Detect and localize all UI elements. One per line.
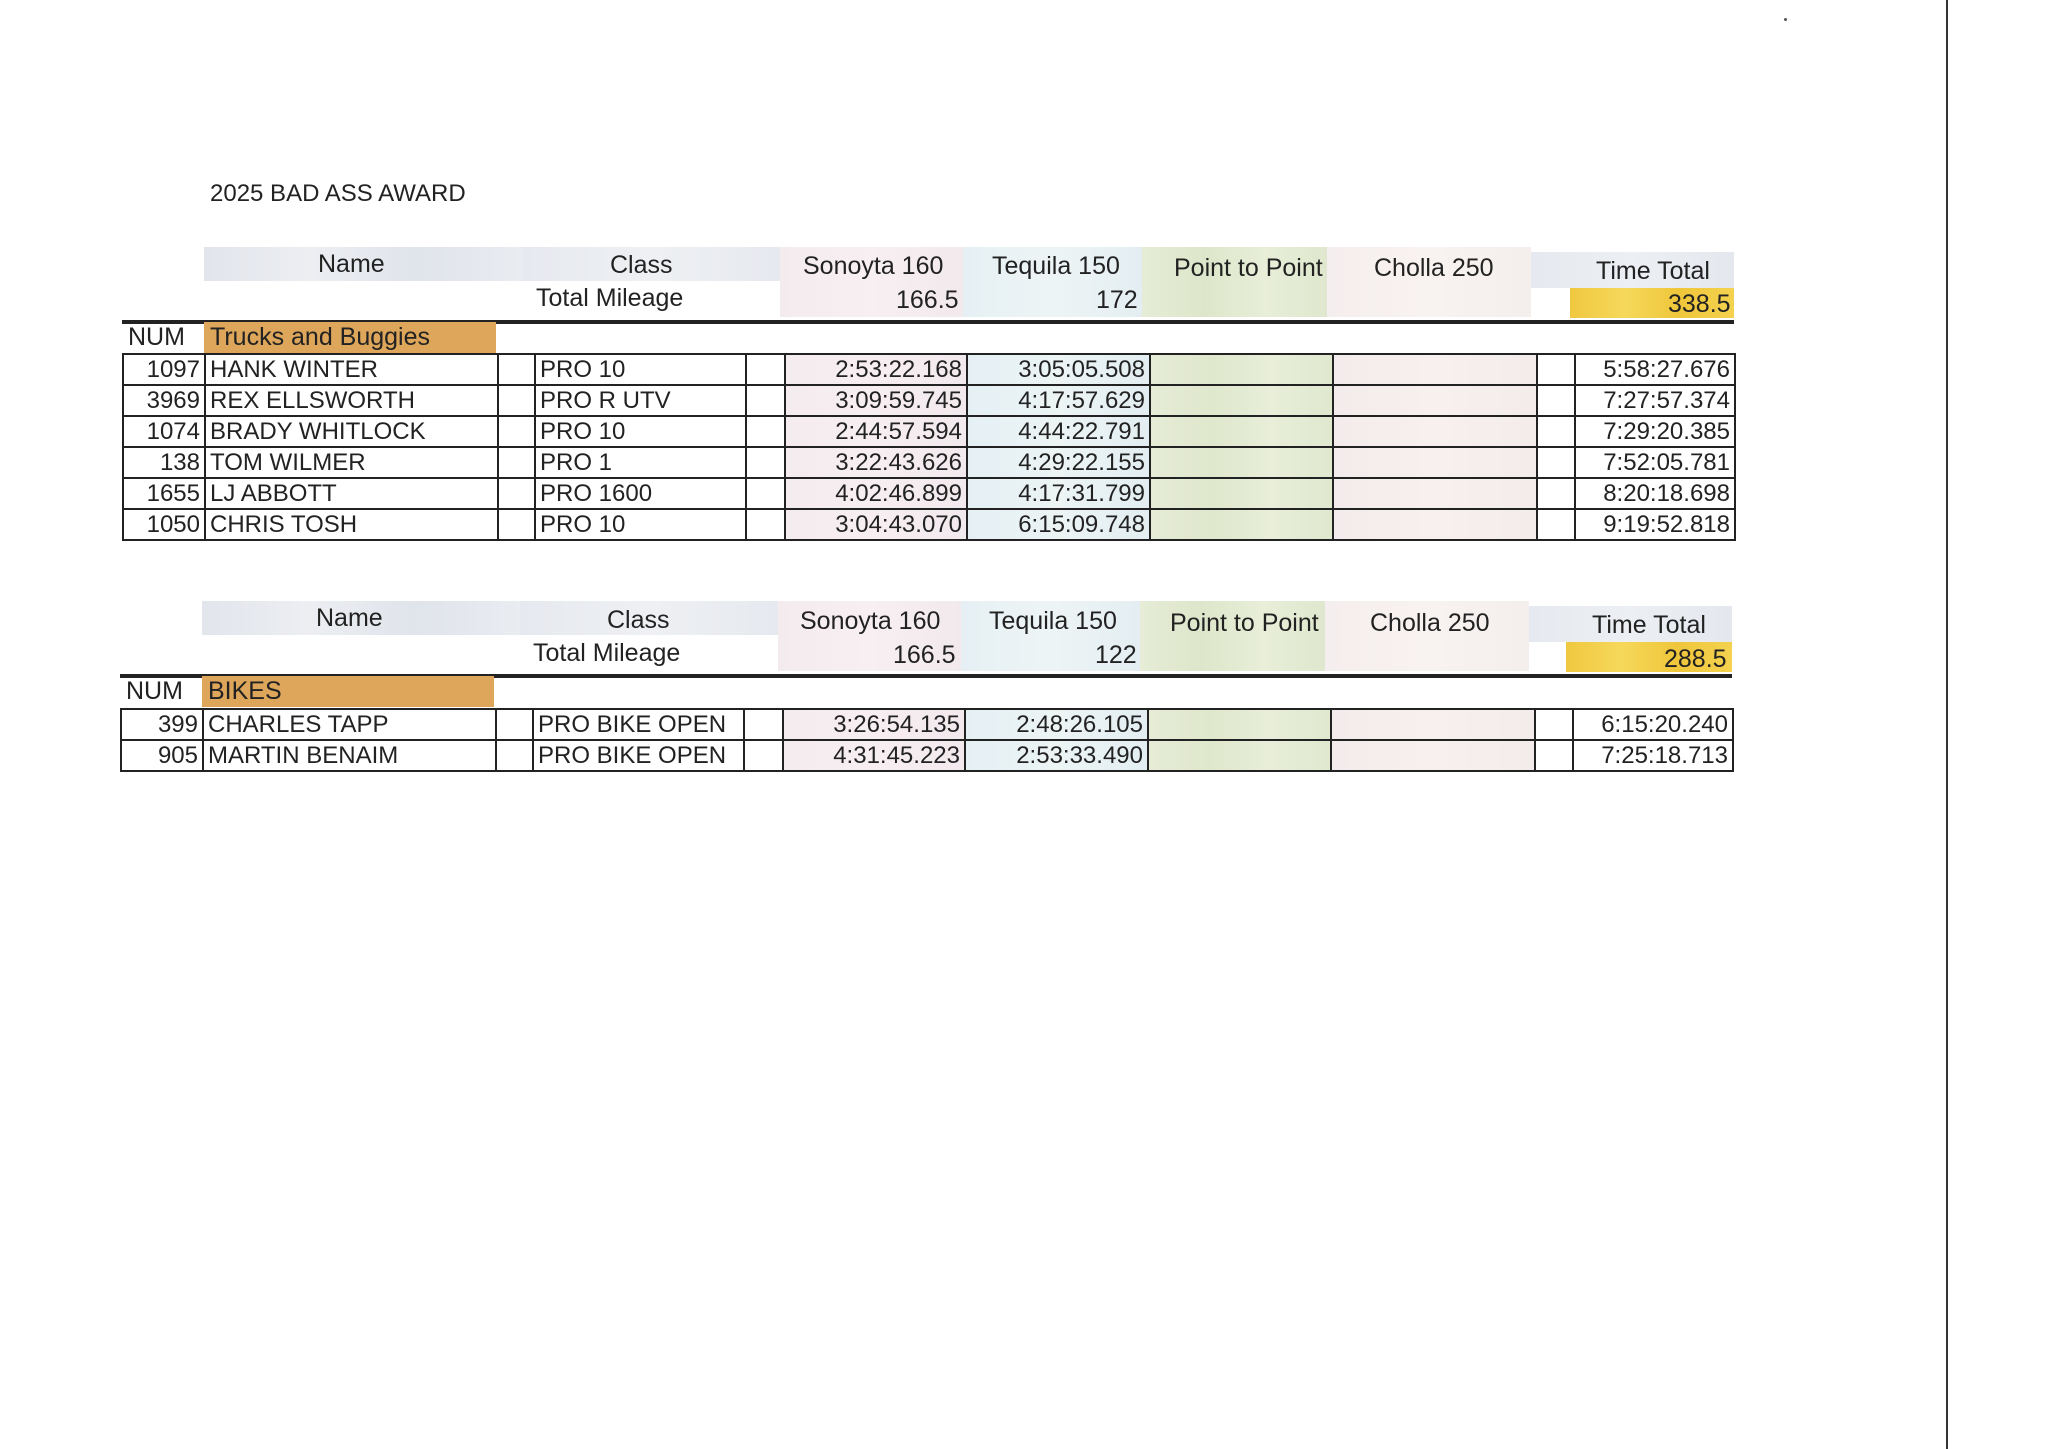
cell-point-to-point: [1150, 509, 1333, 540]
mileage-total: 288.5: [1664, 645, 1727, 673]
cell-num: 1050: [123, 509, 205, 540]
header-sonoyta: Sonoyta 160: [800, 607, 941, 635]
cell-blank: [746, 447, 785, 478]
cell-time-total: 7:29:20.385: [1575, 416, 1735, 447]
cell-blank: [1537, 416, 1575, 447]
mileage-sonoyta: 166.5: [896, 286, 959, 314]
cell-blank: [498, 416, 535, 447]
cell-time-total: 7:27:57.374: [1575, 385, 1735, 416]
page-edge: [1946, 0, 1948, 1449]
cell-sonoyta: 2:53:22.168: [785, 354, 967, 385]
cell-blank: [1537, 478, 1575, 509]
cell-blank: [498, 385, 535, 416]
total-mileage-label: Total Mileage: [536, 284, 684, 312]
cell-name: REX ELLSWORTH: [205, 385, 498, 416]
results-table: [122, 353, 1736, 541]
cell-tequila: 4:44:22.791: [967, 416, 1150, 447]
mileage-total: 338.5: [1668, 290, 1731, 318]
cell-time-total: 9:19:52.818: [1575, 509, 1735, 540]
cell-cholla: [1333, 354, 1537, 385]
header-time-total: Time Total: [1596, 257, 1710, 285]
cell-point-to-point: [1150, 416, 1333, 447]
cell-tequila: 4:17:57.629: [967, 385, 1150, 416]
cell-sonoyta: 3:26:54.135: [783, 709, 965, 740]
cell-name: HANK WINTER: [205, 354, 498, 385]
cell-name: CHARLES TAPP: [203, 709, 496, 740]
category-label: BIKES: [202, 676, 494, 707]
cell-cholla: [1333, 416, 1537, 447]
cell-class: PRO BIKE OPEN: [533, 740, 744, 771]
cell-num: 1074: [123, 416, 205, 447]
header-sonoyta: Sonoyta 160: [803, 252, 944, 280]
cell-sonoyta: 3:22:43.626: [785, 447, 967, 478]
table-row: [123, 385, 1735, 416]
cell-blank: [744, 740, 783, 771]
category-label: Trucks and Buggies: [204, 322, 496, 353]
scan-speck: [1784, 18, 1787, 21]
table-row: [123, 509, 1735, 540]
cell-time-total: 8:20:18.698: [1575, 478, 1735, 509]
cell-point-to-point: [1148, 740, 1331, 771]
table-row: [123, 447, 1735, 478]
cell-name: MARTIN BENAIM: [203, 740, 496, 771]
cell-sonoyta: 4:02:46.899: [785, 478, 967, 509]
header-class: Class: [610, 251, 673, 279]
cell-blank: [1537, 509, 1575, 540]
cell-tequila: 4:17:31.799: [967, 478, 1150, 509]
header-tequila: Tequila 150: [989, 607, 1117, 635]
cell-point-to-point: [1148, 709, 1331, 740]
cell-point-to-point: [1150, 385, 1333, 416]
cell-blank: [1537, 385, 1575, 416]
mileage-sonoyta: 166.5: [893, 641, 956, 669]
cell-cholla: [1333, 385, 1537, 416]
cell-name: TOM WILMER: [205, 447, 498, 478]
cell-point-to-point: [1150, 478, 1333, 509]
cell-point-to-point: [1150, 447, 1333, 478]
cell-class: PRO 10: [535, 416, 746, 447]
cell-sonoyta: 2:44:57.594: [785, 416, 967, 447]
cell-blank: [498, 478, 535, 509]
table-row: [121, 740, 1733, 771]
header-time-total: Time Total: [1592, 611, 1706, 639]
cell-sonoyta: 3:04:43.070: [785, 509, 967, 540]
cell-name: CHRIS TOSH: [205, 509, 498, 540]
cell-blank: [1537, 354, 1575, 385]
cell-blank: [746, 509, 785, 540]
table-row: [121, 709, 1733, 740]
cell-sonoyta: 4:31:45.223: [783, 740, 965, 771]
cell-blank: [746, 354, 785, 385]
cell-tequila: 6:15:09.748: [967, 509, 1150, 540]
cell-blank: [1535, 709, 1573, 740]
cell-time-total: 5:58:27.676: [1575, 354, 1735, 385]
header-class: Class: [607, 606, 670, 634]
cell-cholla: [1333, 509, 1537, 540]
num-label: NUM: [128, 323, 185, 351]
header-cholla: Cholla 250: [1370, 609, 1490, 637]
mileage-tequila: 122: [1095, 641, 1137, 669]
table-row: [123, 478, 1735, 509]
mileage-tequila: 172: [1096, 286, 1138, 314]
cell-class: PRO 10: [535, 509, 746, 540]
cell-num: 1097: [123, 354, 205, 385]
cell-class: PRO R UTV: [535, 385, 746, 416]
cell-blank: [496, 740, 533, 771]
page-title: 2025 BAD ASS AWARD: [210, 180, 466, 207]
cell-blank: [744, 709, 783, 740]
cell-blank: [1535, 740, 1573, 771]
cell-class: PRO BIKE OPEN: [533, 709, 744, 740]
cell-num: 3969: [123, 385, 205, 416]
cell-blank: [746, 385, 785, 416]
cell-num: 138: [123, 447, 205, 478]
cell-name: BRADY WHITLOCK: [205, 416, 498, 447]
results-table: [120, 708, 1734, 772]
cell-tequila: 2:48:26.105: [965, 709, 1148, 740]
header-name: Name: [318, 250, 385, 278]
table-row: [123, 354, 1735, 385]
cell-cholla: [1333, 447, 1537, 478]
cell-num: 905: [121, 740, 203, 771]
total-mileage-label: Total Mileage: [533, 639, 681, 667]
cell-time-total: 6:15:20.240: [1573, 709, 1733, 740]
cell-blank: [746, 416, 785, 447]
cell-time-total: 7:25:18.713: [1573, 740, 1733, 771]
cell-num: 1655: [123, 478, 205, 509]
cell-blank: [1537, 447, 1575, 478]
cell-sonoyta: 3:09:59.745: [785, 385, 967, 416]
cell-class: PRO 10: [535, 354, 746, 385]
cell-blank: [498, 354, 535, 385]
cell-cholla: [1331, 709, 1535, 740]
cell-cholla: [1331, 740, 1535, 771]
cell-tequila: 2:53:33.490: [965, 740, 1148, 771]
cell-name: LJ ABBOTT: [205, 478, 498, 509]
header-point-to-point: Point to Point: [1174, 254, 1323, 282]
header-point-to-point: Point to Point: [1170, 609, 1319, 637]
cell-time-total: 7:52:05.781: [1575, 447, 1735, 478]
header-tequila: Tequila 150: [992, 252, 1120, 280]
cell-tequila: 4:29:22.155: [967, 447, 1150, 478]
cell-class: PRO 1600: [535, 478, 746, 509]
cell-blank: [498, 447, 535, 478]
cell-blank: [496, 709, 533, 740]
cell-class: PRO 1: [535, 447, 746, 478]
num-label: NUM: [126, 677, 183, 705]
cell-tequila: 3:05:05.508: [967, 354, 1150, 385]
cell-cholla: [1333, 478, 1537, 509]
table-row: [123, 416, 1735, 447]
cell-num: 399: [121, 709, 203, 740]
cell-blank: [746, 478, 785, 509]
cell-blank: [498, 509, 535, 540]
header-name: Name: [316, 604, 383, 632]
header-cholla: Cholla 250: [1374, 254, 1494, 282]
cell-point-to-point: [1150, 354, 1333, 385]
